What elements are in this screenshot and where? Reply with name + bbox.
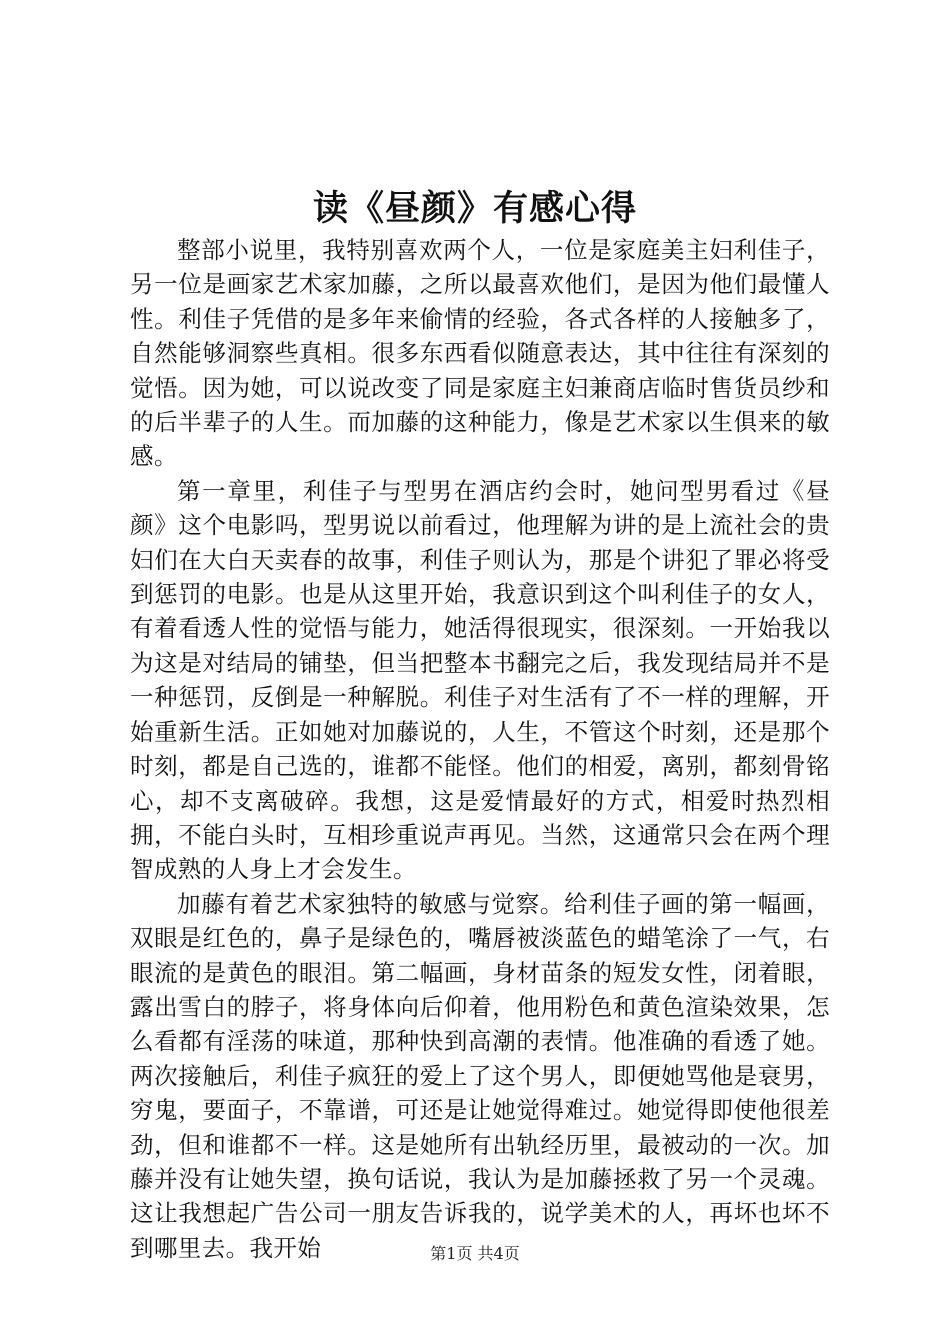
- paragraph-2: 第一章里，利佳子与型男在酒店约会时，她问型男看过《昼颜》这个电影吗，型男说以前看过，他理解为讲的是上流社会的贵妇们在大白天卖春的故事，利佳子则认为，那是个讲犯了罪必将受到惩罚的电影。也是从这里开始，我意识到这个叫利佳子的女人，有着看透人性的觉悟与能力，她活得很现实，很深刻。一开始我以为这是对结局的铺垫，但当把整本书翻完之后，我发现结局并不是一种惩罚，反倒是一种解脱。利佳子对生活有了不一样的理解，开始重新生活。正如她对加藤说的，人生，不管这个时刻，还是那个时刻，都是自己选的，谁都不能怪。他们的相爱，离别，都刻骨铭心，却不支离破碎。我想，这是爱情最好的方式，相爱时热烈相拥，不能白头时，互相珍重说声再见。当然，这通常只会在两个理智成熟的人身上才会发生。: [130, 476, 830, 884]
- paragraph-3: 加藤有着艺术家独特的敏感与觉察。给利佳子画的第一幅画，双眼是红色的，鼻子是绿色的，嘴唇被淡蓝色的蜡笔涂了一气，右眼流的是黄色的眼泪。第二幅画，身材苗条的短发女性，闭着眼，露出雪白的脖子，将身体向后仰着，他用粉色和黄色渲染效果，怎么看都有淫荡的味道，那种快到高潮的表情。他准确的看透了她。两次接触后，利佳子疯狂的爱上了这个男人，即便她骂他是衰男，穷鬼，要面子，不靠谱，可还是让她觉得难过。她觉得即使他很差劲，但和谁都不一样。这是她所有出轨经历里，最被动的一次。加藤并没有让她失望，换句话说，我认为是加藤拯救了另一个灵魂。这让我想起广告公司一朋友告诉我的，说学美术的人，再坏也坏不到哪里去。我开始: [130, 889, 830, 1262]
- document-title: 读《昼颜》有感心得: [312, 188, 637, 229]
- paragraph-1: 整部小说里，我特别喜欢两个人，一位是家庭美主妇利佳子，另一位是画家艺术家加藤，之所以最喜欢他们，是因为他们最懂人性。利佳子凭借的是多年来偷情的经验，各式各样的人接触多了，自然能够洞察些真相。很多东西看似随意表达，其中往往有深刻的觉悟。因为她，可以说改变了同是家庭主妇兼商店临时售货员纱和的后半辈子的人生。而加藤的这种能力，像是艺术家以生俱来的敏感。: [130, 236, 830, 471]
- document-body: [130, 233, 830, 1265]
- page-number-footer: 第1页 共4页: [430, 1244, 520, 1263]
